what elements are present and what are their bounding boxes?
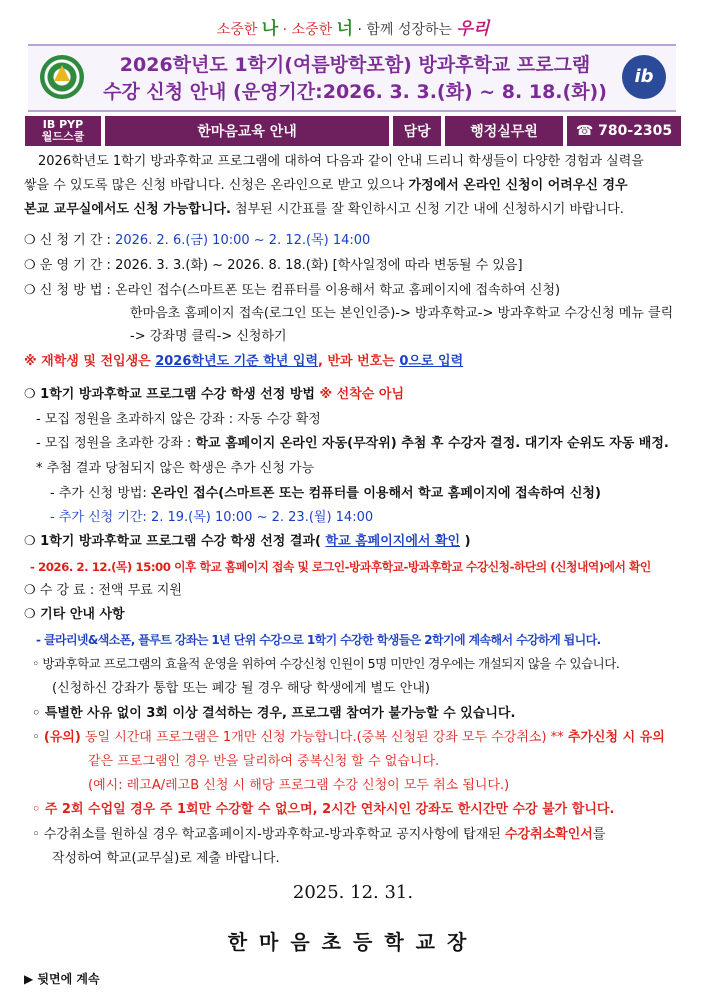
etc-caution: (유의)	[43, 730, 81, 745]
intro-emphasis: 가정에서 온라인 신청이 어려우신 경우	[408, 178, 628, 193]
transfer-notice	[24, 353, 684, 371]
principal-signature: 한마음초등학교장	[227, 930, 479, 954]
notice-text: , 반과 번호는	[318, 354, 400, 369]
issue-date: 2025. 12. 31.	[292, 882, 414, 903]
slogan-part: 나	[261, 19, 279, 39]
intro-line2	[24, 177, 684, 195]
fee-label: ❍ 수 강 료 :	[24, 583, 99, 598]
etc-item5	[32, 729, 692, 747]
run-period-label: ❍ 운 영 기 간 :	[24, 258, 116, 273]
badge-line2: 월드스쿨	[41, 130, 85, 143]
slogan-part: · 소중한	[278, 22, 337, 38]
ib-school-badge	[25, 116, 101, 146]
page-title-line2: 수강 신청 안내 (운영기간:2026. 3. 3.(화) ~ 8. 18.(화))	[103, 81, 607, 103]
badge-line1: IB PYP	[42, 118, 84, 131]
selection-item1: - 모집 정원을 초과하지 않은 강좌 : 자동 수강 확정	[36, 412, 321, 427]
etc-item2: ◦ 방과후학교 프로그램의 효율적 운영을 위하여 수강신청 인원이 5명 미만인 경우에는 개설되지 않을 수 있습니다.	[32, 656, 620, 671]
apply-period-label: ❍ 신 청 기 간 :	[24, 233, 116, 248]
apply-period	[24, 232, 684, 250]
result-heading-text: )	[460, 534, 471, 549]
etc-heading: ❍ 기타 안내 사항	[24, 607, 125, 622]
result-heading	[24, 533, 684, 551]
notice-highlight: 0으로 입력	[399, 354, 464, 369]
ib-logo-icon: ib	[622, 55, 666, 99]
slogan-part: 우리	[456, 19, 490, 39]
intro-text: 쌓을 수 있도록 많은 신청 바랍니다. 신청은 온라인으로 받고 있으나	[24, 178, 409, 193]
slogan-part: 너	[336, 19, 353, 39]
etc-item6: 같은 프로그램인 경우 반을 달리하여 중복신청 할 수 없습니다.	[88, 754, 440, 769]
run-period	[24, 257, 684, 275]
run-period-value: 2026. 3. 3.(화) ~ 2026. 8. 18.(화) [학사일정에 따라 변동될 수 있음]	[115, 258, 523, 273]
etc-item3: (신청하신 강좌가 통합 또는 폐강 될 경우 해당 학생에게 별도 안내)	[52, 681, 430, 696]
etc-item9	[32, 826, 692, 844]
slogan-part: · 함께 성장하는	[353, 22, 457, 38]
apply-method-line2: 한마음초 홈페이지 접속(로그인 또는 본인인증)-> 방과후학교-> 방과후학교 수강신청 메뉴 클릭	[130, 306, 674, 321]
apply-period-value: 2026. 2. 6.(금) 10:00 ~ 2. 12.(목) 14:00	[115, 233, 371, 248]
slogan-part: 소중한	[216, 22, 262, 38]
page-title-line1: 2026학년도 1학기(여름방학포함) 방과후학교 프로그램	[119, 54, 591, 76]
etc-item8: ◦ 주 2회 수업일 경우 주 1회만 수강할 수 없으며, 2시간 연차시인 강좌도 한시간만 수강 불가 합니다.	[32, 802, 615, 817]
etc-item1: - 클라리넷&색소폰, 플루트 강좌는 1년 단위 수강으로 1학기 수강한 학생들은 2학기에 계속해서 수강하게 됩니다.	[36, 633, 601, 647]
role-label: 담당	[393, 116, 441, 146]
notice-highlight: 2026학년도 기준 학년 입력	[155, 354, 319, 369]
notice-text: ※ 재학생 및 전입생은	[24, 354, 156, 369]
continued-note: ▶ 뒷면에 계속	[24, 972, 100, 986]
fee-value: 전액 무료 지원	[98, 583, 182, 598]
office-label: 한마음교육 안내	[105, 116, 389, 146]
person-label: 행정실무원	[445, 116, 563, 146]
etc-caution: 추가신청 시 유의	[567, 730, 665, 745]
etc-item10: 작성하여 학교(교무실)로 제출 바랍니다.	[52, 851, 280, 866]
fee-line	[24, 582, 684, 600]
school-slogan	[0, 14, 706, 39]
selection-item2	[36, 435, 696, 453]
contact-bar	[25, 116, 681, 146]
selection-note: ※ 선착순 아님	[319, 387, 404, 402]
apply-method-line3: -> 강좌명 클릭-> 신청하기	[130, 329, 287, 344]
result-heading-link: 학교 홈페이지에서 확인	[325, 534, 461, 549]
etc-item7: (예시: 레고A/레고B 신청 시 해당 프로그램 수강 신청이 모두 취소 됩니다.)	[88, 778, 510, 793]
result-heading-text: ❍ 1학기 방과후학교 프로그램 수강 학생 선정 결과(	[24, 534, 326, 549]
apply-method-line1: 온라인 접수(스마트폰 또는 컴퓨터를 이용해서 학교 홈페이지에 접속하여 신청)	[115, 283, 561, 298]
apply-method	[24, 282, 684, 300]
selection-text: - 추가 신청 방법:	[50, 486, 151, 501]
apply-method-label: ❍ 신 청 방 법 :	[24, 283, 116, 298]
phone-number: ☎ 780-2305	[567, 116, 681, 146]
etc-text: ◦ 수강취소를 원하실 경우 학교홈페이지-방과후학교-방과후학교 공지사항에 탑재된	[32, 827, 505, 842]
selection-item5: - 추가 신청 기간: 2. 19.(목) 10:00 ~ 2. 23.(월) 14:00	[50, 510, 374, 525]
etc-bullet: ◦	[32, 730, 44, 745]
intro-line3	[24, 201, 684, 219]
selection-heading-text: ❍ 1학기 방과후학교 프로그램 수강 학생 선정 방법	[24, 387, 320, 402]
selection-text: - 모집 정원을 초과한 강좌 :	[36, 436, 196, 451]
school-emblem-icon	[40, 55, 84, 99]
intro-emphasis: 본교 교무실에서도 신청 가능합니다.	[24, 202, 231, 217]
selection-emphasis: 학교 홈페이지 온라인 자동(무작위) 추첨 후 수강자 결정. 대기자 순위도 자동 배정.	[195, 436, 669, 451]
intro-text: 첨부된 시간표를 잘 확인하시고 신청 기간 내에 신청하시기 바랍니다.	[230, 202, 624, 217]
etc-text: 를	[592, 827, 606, 842]
etc-item4: ◦ 특별한 사유 없이 3회 이상 결석하는 경우, 프로그램 참여가 불가능할 수 있습니다.	[32, 706, 516, 721]
selection-emphasis: 온라인 접수(스마트폰 또는 컴퓨터를 이용해서 학교 홈페이지에 접속하여 신청)	[150, 486, 601, 501]
selection-heading	[24, 386, 684, 404]
result-detail: - 2026. 2. 12.(목) 15:00 이후 학교 홈페이지 접속 및 로그인-방과후학교-방과후학교 수강신청-하단의 (신청내역)에서 확인	[30, 560, 651, 574]
intro-line1: 2026학년도 1학기 방과후학교 프로그램에 대하여 다음과 같이 안내 드리니 학생들이 다양한 경험과 실력을	[38, 154, 644, 169]
etc-text: 동일 시간대 프로그램은 1개만 신청 가능합니다.(중복 신청된 강좌 모두 수강취소) **	[80, 730, 568, 745]
etc-caution: 수강취소확인서	[504, 827, 593, 842]
selection-item4	[50, 485, 706, 503]
selection-item3: * 추첨 결과 당첨되지 않은 학생은 추가 신청 가능	[36, 461, 315, 476]
